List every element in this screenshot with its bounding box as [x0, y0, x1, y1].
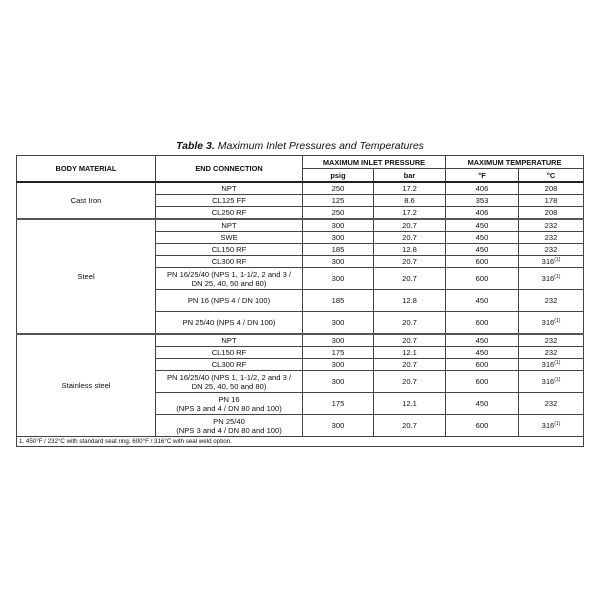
table-title: Maximum Inlet Pressures and Temperatures: [217, 140, 424, 152]
bar-cell: 20.7: [374, 219, 446, 232]
bar-cell: 20.7: [374, 334, 446, 347]
psig-cell: 300: [303, 232, 374, 244]
deg-c-value: 232: [544, 233, 558, 242]
deg-c-cell: [519, 393, 584, 415]
end-connection-cell: [156, 312, 303, 335]
end-connection-text: NPT: [221, 184, 237, 193]
psig-cell: 300: [303, 268, 374, 290]
end-connection-text: PN 16/25/40 (NPS 1, 1-1/2, 2 and 3 /: [166, 372, 292, 382]
footnote-ref: (1): [554, 257, 561, 263]
bar-cell: 20.7: [374, 415, 446, 437]
end-connection-cell: [156, 359, 303, 371]
footnote: 1. 450°F / 232°C with standard seat ring, 600°F / 316°C with seal weld option.: [17, 437, 584, 447]
header-body-material: BODY MATERIAL: [17, 156, 156, 183]
end-connection-text: PN 25/40: [213, 416, 245, 426]
end-connection-cell: [156, 182, 303, 195]
deg-f-cell: 600: [446, 312, 519, 335]
bar-cell: 20.7: [374, 312, 446, 335]
deg-c-cell: [519, 415, 584, 437]
end-connection-cell: [156, 334, 303, 347]
end-connection-text: PN 16 (NPS 4 / DN 100): [187, 296, 271, 305]
deg-c-cell: [519, 347, 584, 359]
deg-f-cell: 406: [446, 182, 519, 195]
deg-c-value: 208: [544, 208, 558, 217]
psig-cell: 250: [303, 182, 374, 195]
end-connection-text-line2: (NPS 3 and 4 / DN 80 and 100): [176, 403, 282, 413]
end-connection-cell: [156, 393, 303, 415]
deg-c-cell: [519, 290, 584, 312]
header-deg-f: °F: [446, 169, 519, 183]
end-connection-text: PN 16: [218, 394, 240, 404]
table-body: [17, 182, 584, 437]
psig-cell: 125: [303, 195, 374, 207]
deg-c-value: 232: [544, 296, 558, 305]
bar-cell: 17.2: [374, 182, 446, 195]
deg-c-cell: [519, 371, 584, 393]
table-caption: [0, 140, 600, 152]
deg-f-cell: 353: [446, 195, 519, 207]
end-connection-text-line2: (NPS 3 and 4 / DN 80 and 100): [176, 425, 282, 435]
deg-c-value: 208: [544, 184, 558, 193]
end-connection-cell: [156, 195, 303, 207]
deg-f-cell: 600: [446, 415, 519, 437]
pressure-temperature-table: [16, 155, 584, 447]
deg-c-value: 316: [541, 377, 555, 386]
header-max-temperature: MAXIMUM TEMPERATURE: [446, 156, 584, 169]
deg-c-cell: [519, 195, 584, 207]
deg-c-value: 232: [544, 221, 558, 230]
bar-cell: 20.7: [374, 256, 446, 268]
deg-f-cell: 600: [446, 256, 519, 268]
body-material-cell: Stainless steel: [17, 334, 156, 437]
end-connection-cell: [156, 290, 303, 312]
psig-cell: 300: [303, 359, 374, 371]
deg-c-cell: [519, 219, 584, 232]
table-row: [17, 182, 584, 195]
end-connection-text: SWE: [220, 233, 238, 242]
psig-cell: 300: [303, 415, 374, 437]
end-connection-text-line2: DN 25, 40, 50 and 80): [191, 278, 267, 288]
header-max-inlet-pressure: MAXIMUM INLET PRESSURE: [303, 156, 446, 169]
bar-cell: 8.6: [374, 195, 446, 207]
footnote-ref: (1): [554, 377, 561, 383]
end-connection-cell: [156, 244, 303, 256]
end-connection-cell: [156, 371, 303, 393]
deg-f-cell: 450: [446, 219, 519, 232]
bar-cell: 20.7: [374, 232, 446, 244]
deg-c-value: 232: [544, 245, 558, 254]
end-connection-text: NPT: [221, 336, 237, 345]
deg-c-value: 316: [541, 360, 555, 369]
end-connection-cell: [156, 232, 303, 244]
psig-cell: 185: [303, 244, 374, 256]
bar-cell: 17.2: [374, 207, 446, 220]
deg-f-cell: 600: [446, 268, 519, 290]
header-bar: bar: [374, 169, 446, 183]
end-connection-text: PN 16/25/40 (NPS 1, 1-1/2, 2 and 3 /: [166, 269, 292, 279]
end-connection-cell: [156, 415, 303, 437]
deg-c-value: 316: [541, 318, 555, 327]
deg-c-value: 178: [544, 196, 558, 205]
end-connection-text: CL150 RF: [211, 348, 247, 357]
deg-c-value: 232: [544, 336, 558, 345]
deg-f-cell: 450: [446, 347, 519, 359]
table-row: [17, 334, 584, 347]
deg-c-cell: [519, 207, 584, 220]
deg-f-cell: 450: [446, 393, 519, 415]
psig-cell: 300: [303, 256, 374, 268]
end-connection-cell: [156, 219, 303, 232]
bar-cell: 20.7: [374, 359, 446, 371]
end-connection-text: CL150 RF: [211, 245, 247, 254]
footnote-ref: (1): [554, 360, 561, 366]
psig-cell: 300: [303, 334, 374, 347]
body-material-cell: Cast Iron: [17, 182, 156, 219]
end-connection-cell: [156, 347, 303, 359]
table-row: [17, 219, 584, 232]
end-connection-text: CL125 FF: [212, 196, 246, 205]
deg-c-cell: [519, 334, 584, 347]
bar-cell: 20.7: [374, 371, 446, 393]
psig-cell: 250: [303, 207, 374, 220]
footnote-ref: (1): [554, 274, 561, 280]
bar-cell: 20.7: [374, 268, 446, 290]
psig-cell: 300: [303, 219, 374, 232]
deg-c-cell: [519, 312, 584, 335]
bar-cell: 12.1: [374, 393, 446, 415]
deg-c-cell: [519, 182, 584, 195]
body-material-cell: Steel: [17, 219, 156, 334]
end-connection-text: NPT: [221, 221, 237, 230]
end-connection-text: PN 25/40 (NPS 4 / DN 100): [182, 318, 276, 327]
header-deg-c: °C: [519, 169, 584, 183]
psig-cell: 175: [303, 347, 374, 359]
header-psig: psig: [303, 169, 374, 183]
deg-c-cell: [519, 359, 584, 371]
deg-c-value: 316: [541, 421, 555, 430]
psig-cell: 300: [303, 312, 374, 335]
deg-c-value: 316: [541, 274, 555, 283]
bar-cell: 12.8: [374, 244, 446, 256]
psig-cell: 300: [303, 371, 374, 393]
table-number: Table 3.: [176, 140, 215, 152]
deg-f-cell: 450: [446, 232, 519, 244]
deg-c-cell: [519, 256, 584, 268]
deg-f-cell: 450: [446, 290, 519, 312]
deg-f-cell: 600: [446, 359, 519, 371]
deg-c-value: 316: [541, 257, 555, 266]
end-connection-text: CL300 RF: [211, 360, 247, 369]
deg-c-value: 232: [544, 399, 558, 408]
footnote-ref: (1): [554, 318, 561, 324]
deg-f-cell: 450: [446, 244, 519, 256]
end-connection-cell: [156, 268, 303, 290]
psig-cell: 175: [303, 393, 374, 415]
end-connection-text-line2: DN 25, 40, 50 and 80): [191, 381, 267, 391]
deg-f-cell: 450: [446, 334, 519, 347]
footnote-ref: (1): [554, 421, 561, 427]
deg-c-cell: [519, 232, 584, 244]
bar-cell: 12.8: [374, 290, 446, 312]
deg-f-cell: 406: [446, 207, 519, 220]
end-connection-text: CL250 RF: [211, 208, 247, 217]
psig-cell: 185: [303, 290, 374, 312]
deg-c-value: 232: [544, 348, 558, 357]
deg-c-cell: [519, 268, 584, 290]
end-connection-cell: [156, 256, 303, 268]
end-connection-text: CL300 RF: [211, 257, 247, 266]
bar-cell: 12.1: [374, 347, 446, 359]
deg-f-cell: 600: [446, 371, 519, 393]
deg-c-cell: [519, 244, 584, 256]
end-connection-cell: [156, 207, 303, 220]
header-end-connection: END CONNECTION: [156, 156, 303, 183]
